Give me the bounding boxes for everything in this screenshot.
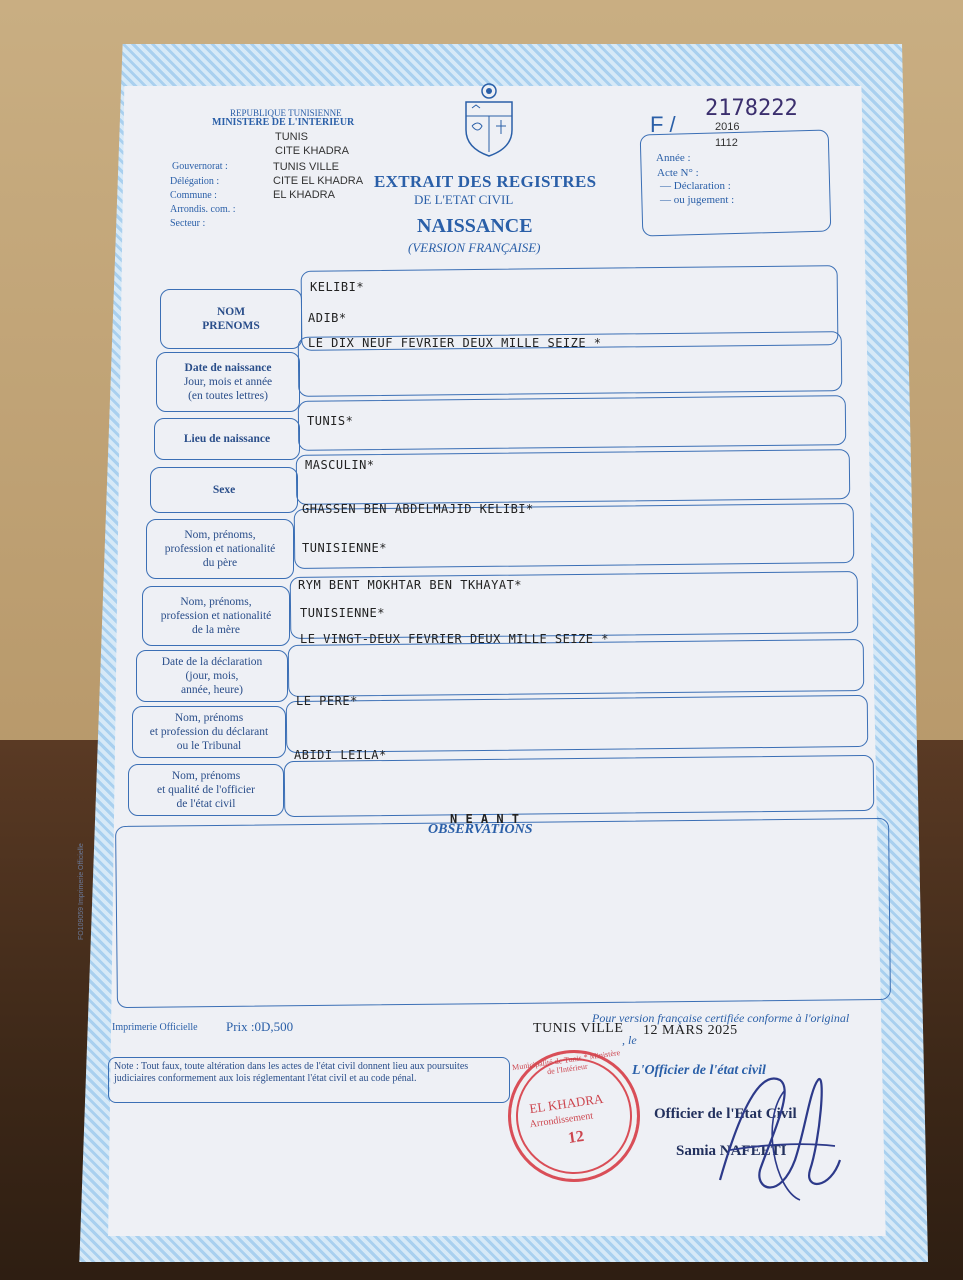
secteur-value: EL KHADRA <box>273 189 335 201</box>
mere-nom-value: RYM BENT MOKHTAR BEN TKHAYAT* <box>298 578 523 592</box>
observations-value: N E A N T <box>450 812 520 826</box>
date-naissance-label-box <box>156 352 300 412</box>
arrondis-value: CITE EL KHADRA <box>273 175 364 187</box>
declarant-value: LE PERE* <box>296 694 358 708</box>
lieu-value-box <box>298 395 846 451</box>
pere-nat-value: TUNISIENNE* <box>302 541 387 555</box>
printer-label: Imprimerie Officielle <box>112 1022 198 1033</box>
decl-label-3: année, heure) <box>181 684 243 696</box>
serial-prefix: F / <box>650 112 676 137</box>
certified-label: Pour version française certifiée conforme à l'original <box>592 1011 850 1025</box>
note-text: Note : Tout faux, toute altération dans les actes de l'état civil donnent lieu aux poursuites judiciaires conformement aux lois réglementant l'état civil et au code pénal. <box>114 1061 469 1084</box>
declarant-value-box <box>286 695 869 753</box>
officier-value: ABIDI LEILA* <box>294 748 387 762</box>
title-line4: (VERSION FRANÇAISE) <box>408 240 541 255</box>
delegation-label: Délégation : <box>170 176 220 187</box>
officer-title: Officier de l'Etat Civil <box>654 1106 797 1122</box>
title-line1: EXTRAIT DES REGISTRES <box>374 172 597 191</box>
secteur-label: Secteur : <box>170 218 206 229</box>
commune-label: Commune : <box>170 190 217 201</box>
mere-label-2: profession et nationalité <box>160 610 272 622</box>
decl-label-1: Date de la déclaration <box>161 656 263 668</box>
date-label-3: (en toutes lettres) <box>188 390 268 402</box>
declaration-date-value: LE VINGT-DEUX FEVRIER DEUX MILLE SEIZE * <box>300 632 609 646</box>
officer-title-italic: L'Officier de l'état civil <box>632 1063 766 1078</box>
mere-label-1: Nom, prénoms, <box>180 596 252 608</box>
acte-value: 1112 <box>715 137 738 149</box>
officer-name: Samia NAFEETI <box>676 1143 787 1159</box>
nom-prenoms-label-box <box>160 289 302 349</box>
sexe-label-box <box>150 467 298 513</box>
declarant-label-1: Nom, prénoms <box>174 712 244 724</box>
coat-of-arms-icon <box>458 82 520 158</box>
stamp-inner-3: 12 <box>566 1127 586 1147</box>
side-code: FO109059 Imprimerie Officielle <box>78 843 85 940</box>
price-label: Prix :0D,500 <box>226 1019 294 1034</box>
decl-label-2: (jour, mois, <box>185 670 239 682</box>
annee-value: 2016 <box>715 121 740 133</box>
republic-label: REPUBLIQUE TUNISIENNE <box>230 108 342 118</box>
stamp-ring-text: Municipalité de Tunis * Ministère de l'Intérieur <box>511 1048 621 1077</box>
stamp-inner-1: EL KHADRA <box>528 1090 605 1117</box>
prenoms-label: PRENOMS <box>202 320 260 332</box>
le-label: , le <box>622 1033 637 1047</box>
stamp-inner-2: Arrondissement <box>529 1110 594 1131</box>
lieu-label: Lieu de naissance <box>183 433 271 445</box>
declaration-date-value-box <box>288 639 865 697</box>
declarant-label-box <box>132 706 286 758</box>
declarant-label-3: ou le Tribunal <box>176 740 242 752</box>
pere-label-box <box>146 519 294 579</box>
pere-label-2: profession et nationalité <box>164 543 276 555</box>
date-label-1: Date de naissance <box>184 362 272 374</box>
observations-label: OBSERVATIONS <box>428 822 533 837</box>
officier-label-3: de l'état civil <box>176 798 236 810</box>
officier-label-2: et qualité de l'officier <box>157 784 255 796</box>
sexe-label: Sexe <box>212 484 236 496</box>
place-value: TUNIS VILLE <box>533 1021 624 1036</box>
mere-nat-value: TUNISIENNE* <box>300 606 385 620</box>
date-naissance-value: LE DIX NEUF FEVRIER DEUX MILLE SEIZE * <box>308 336 602 350</box>
arrondis-label: Arrondis. com. : <box>170 204 236 215</box>
pere-label-1: Nom, prénoms, <box>184 529 256 541</box>
observations-box <box>115 818 891 1008</box>
mere-label-3: de la mère <box>192 624 240 636</box>
annee-label: Année : <box>656 152 691 164</box>
jugement-label: — ou jugement : <box>660 194 735 206</box>
nom-label: NOM <box>216 306 246 318</box>
ministry-label: MINISTERE DE L'INTERIEUR <box>212 117 355 128</box>
serial-number: 2178222 <box>705 96 798 121</box>
sexe-value: MASCULIN* <box>305 458 375 472</box>
prenoms-value: ADIB* <box>308 311 347 325</box>
signature <box>700 1050 850 1210</box>
officier-value-box <box>284 755 875 817</box>
commune-value: TUNIS VILLE <box>273 161 340 173</box>
officier-label-1: Nom, prénoms <box>171 770 241 782</box>
sexe-value-box <box>296 449 850 505</box>
title-line2: DE L'ETAT CIVIL <box>414 192 514 207</box>
declarant-label-2: et profession du déclarant <box>149 726 269 738</box>
lieu-value: TUNIS* <box>307 414 354 428</box>
pere-nom-value: GHASSEN BEN ABDELMAJID KELIBI* <box>302 502 534 516</box>
officier-label-box <box>128 764 284 816</box>
date-value: 12 MARS 2025 <box>643 1023 738 1038</box>
nom-value: KELIBI* <box>310 280 365 294</box>
acte-label: Acte N° : <box>657 167 699 179</box>
delegation-value: CITE KHADRA <box>275 145 349 157</box>
lieu-label-box <box>154 418 300 460</box>
title-line3: NAISSANCE <box>417 215 533 237</box>
declaration-date-label-box <box>136 650 288 702</box>
pere-label-3: du père <box>202 557 238 569</box>
declaration-label: — Déclaration : <box>660 180 731 192</box>
mere-label-box <box>142 586 290 646</box>
gouvernorat-label: Gouvernorat : <box>172 161 228 172</box>
date-label-2: Jour, mois et année <box>183 376 273 388</box>
gouvernorat-value: TUNIS <box>275 131 308 143</box>
